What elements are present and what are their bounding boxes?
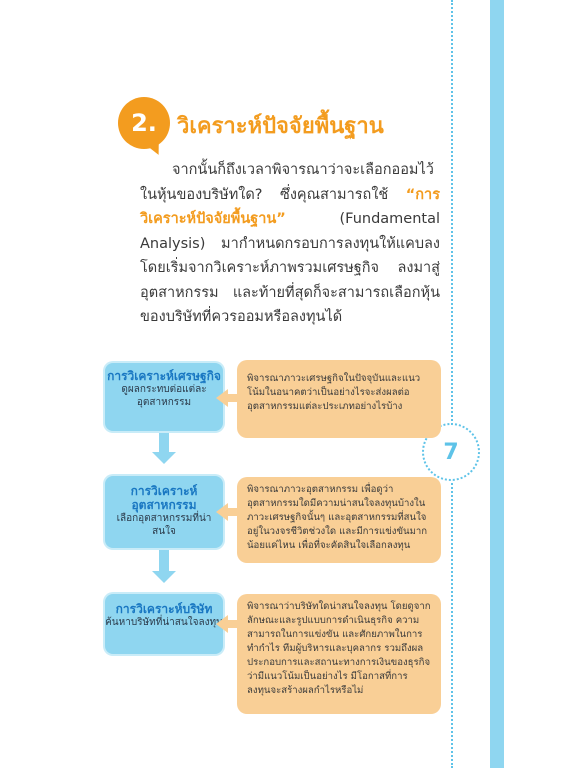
arrow-left-2 xyxy=(216,503,228,521)
paragraph-part2: (Fundamental Analysis) มากำหนดกรอบการลงทุนให้แคบลง โดยเริ่มจากวิเคราะห์ภาพรวมเศรษฐกิจ ลงมาสู่อุตสาหกรรม และท้ายที่สุดก็จะสามารถเลือกหุ้นของบริษัทที่ควรออมหรือลงทุนได้ xyxy=(140,211,440,325)
step-company-detail: พิจารณาว่าบริษัทใดน่าสนใจลงทุน โดยดูจากลักษณะและรูปแบบการดำเนินธุรกิจ ความสามารถในการแข่งขัน และศักยภาพในการทำกำไร ทีมผู้บริหารและบุคลากร รวมถึงผลประกอบการและสถานะทางการเงินของธุรกิจว่ามีแนวโน้มเป็นอย่างไร มีโอกาสที่การลงทุนจะสร้างผลกำไรหรือไม่ xyxy=(237,594,441,714)
step-company-box xyxy=(105,594,223,654)
step-industry-detail: พิจารณาภาวะอุตสาหกรรม เพื่อดูว่าอุตสาหกรรมใดมีความน่าสนใจลงทุนบ้างในภาวะเศรษฐกิจนั้นๆ และอุตสาหกรรมที่สนใจอยู่ในวงจรชีวิตช่วงใด และมีการแข่งขันมากน้อยแค่ไหน เพื่อที่จะคัดสินใจเลือกลงทุน xyxy=(237,477,441,563)
section-title: วิเคราะห์ปัจจัยพื้นฐาน xyxy=(177,114,384,139)
step-economy-box xyxy=(105,363,223,431)
arrow-down-shaft-1 xyxy=(159,433,169,453)
page-number-text: 7 xyxy=(443,439,459,465)
arrow-left-3 xyxy=(216,615,228,633)
right-decorative-strip xyxy=(490,0,504,768)
step-industry-title: การวิเคราะห์อุตสาหกรรม xyxy=(130,484,198,512)
step-economy-title: การวิเคราะห์เศรษฐกิจ xyxy=(107,369,221,383)
section-number-badge xyxy=(118,97,170,149)
step-company-subtitle: ค้นหาบริษัทที่น่าสนใจลงทุน xyxy=(105,617,223,628)
step-company-title: การวิเคราะห์บริษัท xyxy=(115,602,213,616)
step-industry-subtitle: เลือกอุตสาหกรรมที่น่าสนใจ xyxy=(116,513,212,537)
dotted-margin-line xyxy=(451,0,453,768)
paragraph-highlight: “การวิเคราะห์ปัจจัยพื้นฐาน” xyxy=(140,186,440,227)
arrow-down-1 xyxy=(152,452,176,464)
arrow-down-2 xyxy=(152,571,176,583)
step-industry-box xyxy=(105,476,223,548)
intro-paragraph xyxy=(140,158,440,330)
step-economy-detail: พิจารณาภาวะเศรษฐกิจในปัจจุบันและแนวโน้มในอนาคตว่าเป็นอย่างไรจะส่งผลต่ออุตสาหกรรมแต่ละประเภทอย่างไรบ้าง xyxy=(237,360,441,438)
step-economy-subtitle: ดูผลกระทบต่อแต่ละอุตสาหกรรม xyxy=(121,384,207,408)
arrow-down-shaft-2 xyxy=(159,550,169,572)
section-number: 2. xyxy=(131,109,157,137)
arrow-left-1 xyxy=(216,389,228,407)
paragraph-part1: จากนั้นก็ถึงเวลาพิจารณาว่าจะเลือกออมไว้ในหุ้นของบริษัทใด? ซึ่งคุณสามารถใช้ xyxy=(140,162,434,203)
